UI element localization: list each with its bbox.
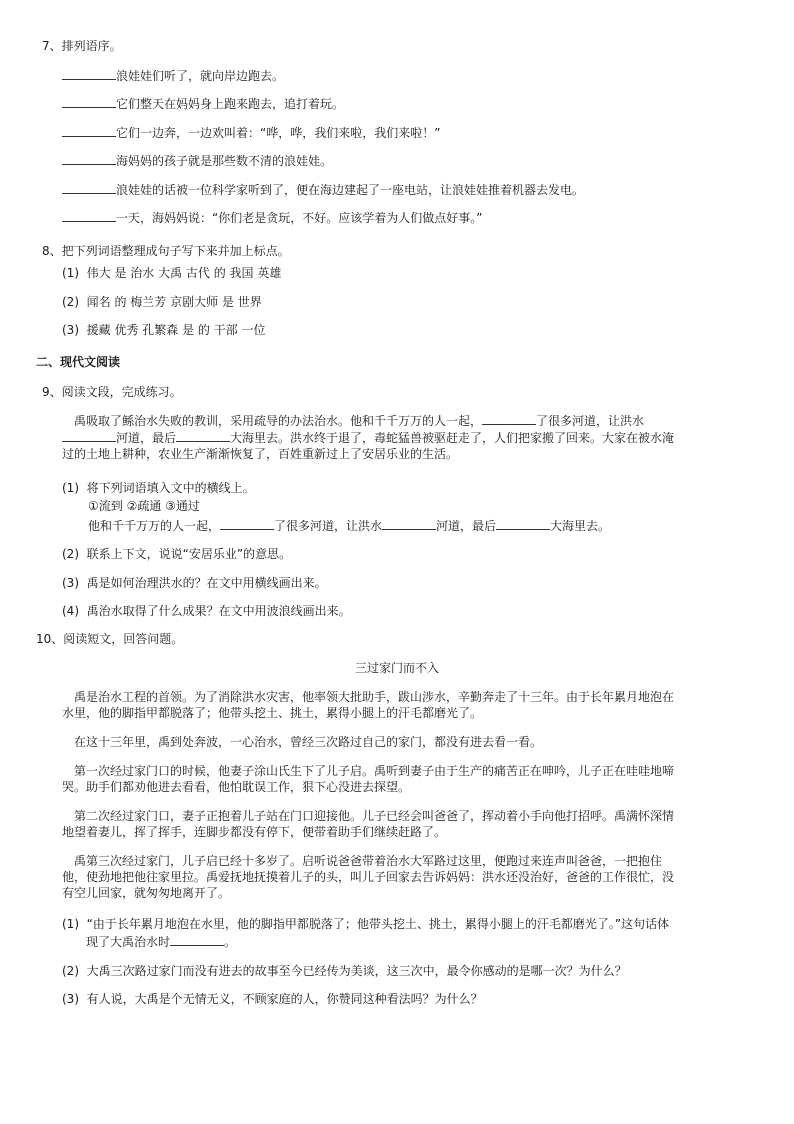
story-line: 哭。助手们都劝他进去看看，他怕耽误工作，狠下心没进去探望。 bbox=[62, 780, 411, 794]
story-line: 禹是治水工程的首领。为了消除洪水灾害，他率领大批助手，跋山涉水，辛勤奔走了十三年。由于长年累月地泡在 bbox=[74, 690, 675, 704]
q9-sub-3: (3) 禹是如何治理洪水的？在文中用横线画出来。 bbox=[62, 576, 327, 590]
q9-sub-1-options: ①流到 ②疏通 ③通过 bbox=[88, 499, 200, 513]
story-line: 禹第三次经过家门，儿子启已经十多岁了。启听说爸爸带着治水大军路过这里，便跑过来连声叫爸爸，一把抱住 bbox=[74, 854, 663, 868]
answer-blank[interactable] bbox=[482, 412, 536, 425]
q7-title: 7、排列语序。 bbox=[42, 39, 122, 53]
story-line: 水里，他的脚指甲都脱落了；他带头挖土、挑土，累得小腿上的汗毛都磨光了。 bbox=[62, 706, 483, 720]
answer-blank[interactable] bbox=[170, 933, 224, 946]
answer-blank[interactable] bbox=[62, 95, 116, 108]
q7-item-4: 海妈妈的孩子就是那些数不清的浪娃娃。 bbox=[62, 152, 332, 169]
q8-item-1: (1) 伟大 是 治水 大禹 古代 的 我国 英雄 bbox=[62, 266, 282, 280]
q9-sub-2: (2) 联系上下文，说说“安居乐业”的意思。 bbox=[62, 547, 292, 561]
answer-blank[interactable] bbox=[62, 67, 116, 80]
story-title: 三过家门而不入 bbox=[354, 661, 439, 675]
q7-item-3: 它们一边奔，一边欢叫着：“哗，哗，我们来啦，我们来啦！” bbox=[62, 124, 440, 141]
answer-blank[interactable] bbox=[62, 429, 116, 442]
story-line: 第一次经过家门口的时候，他妻子涂山氏生下了儿子启。禹听到妻子由于生产的痛苦正在呻吟，儿子正在哇哇地啼 bbox=[74, 764, 675, 778]
q9-sub-1-sentence: 他和千千万万的人一起， 了很多河道，让洪水 河道，最后 大海里去。 bbox=[88, 519, 611, 533]
answer-blank[interactable] bbox=[220, 517, 274, 530]
answer-blank[interactable] bbox=[176, 429, 230, 442]
q7-item-6: 一天，海妈妈说：“你们老是贪玩，不好。应该学着为人们做点好事。” bbox=[62, 209, 482, 226]
story-line: 在这十三年里，禹到处奔波，一心治水，曾经三次路过自己的家门，都没有进去看一看。 bbox=[74, 735, 543, 749]
story-line: 他，使劲地把他往家里拉。禹爱抚地抚摸着儿子的头，叫儿子回家去告诉妈妈：洪水还没治好，爸爸的工作很忙，没 bbox=[62, 870, 675, 884]
q10-sub-1-cont: 现了大禹治水时 。 bbox=[86, 935, 237, 949]
answer-blank[interactable] bbox=[62, 152, 116, 165]
q9-title: 9、阅读文段，完成练习。 bbox=[42, 385, 182, 399]
q7-item-1: 浪娃娃们听了，就向岸边跑去。 bbox=[62, 67, 284, 84]
story-line: 地望着妻儿，挥了挥手，连脚步都没有停下，便带着助手们继续赶路了。 bbox=[62, 825, 447, 839]
answer-blank[interactable] bbox=[496, 517, 550, 530]
section-heading: 二、现代文阅读 bbox=[36, 355, 121, 369]
q10-sub-2: (2) 大禹三次路过家门而没有进去的故事至今已经传为美谈，这三次中，最令你感动的是哪一次？为什么？ bbox=[62, 964, 627, 978]
q9-sub-4: (4) 禹治水取得了什么成果？在文中用波浪线画出来。 bbox=[62, 604, 351, 618]
q10-sub-1: (1) “由于长年累月地泡在水里，他的脚指甲都脱落了；他带头挖土、挑土，累得小腿上的汗毛都磨光了。”这句话体 bbox=[62, 917, 670, 931]
q9-passage-line-3: 过的土地上耕种，农业生产渐渐恢复了，百姓重新过上了安居乐业的生活。 bbox=[62, 447, 459, 461]
q10-title: 10、阅读短文，回答问题。 bbox=[36, 632, 184, 646]
q7-item-5: 浪娃娃的话被一位科学家听到了，便在海边建起了一座电站，让浪娃娃推着机器去发电。 bbox=[62, 181, 584, 198]
q8-item-2: (2) 闻名 的 梅兰芳 京剧大师 是 世界 bbox=[62, 295, 262, 309]
story-line: 第二次经过家门口，妻子正抱着儿子站在门口迎接他。儿子已经会叫爸爸了，挥动着小手向他打招呼。禹满怀深情 bbox=[74, 809, 675, 823]
q8-title: 8、把下列词语整理成句子写下来并加上标点。 bbox=[42, 244, 290, 258]
q7-item-2: 它们整天在妈妈身上跑来跑去，追打着玩。 bbox=[62, 95, 344, 112]
answer-blank[interactable] bbox=[382, 517, 436, 530]
q9-passage-line-1: 禹吸取了鲧治水失败的教训，采用疏导的办法治水。他和千千万万的人一起， 了很多河道，让洪水 bbox=[74, 414, 645, 428]
q9-passage-line-2: 河道，最后 大海里去。洪水终于退了，毒蛇猛兽被驱赶走了，人们把家搬了回来。大家在被水淹 bbox=[62, 429, 674, 446]
q9-sub-1: (1) 将下列词语填入文中的横线上。 bbox=[62, 481, 255, 495]
story-line: 有空儿回家，就匆匆地离开了。 bbox=[62, 886, 231, 900]
answer-blank[interactable] bbox=[62, 124, 116, 137]
q8-item-3: (3) 援藏 优秀 孔繁森 是 的 干部 一位 bbox=[62, 323, 266, 337]
q10-sub-3: (3) 有人说，大禹是个无情无义，不顾家庭的人，你赞同这种看法吗？为什么？ bbox=[62, 992, 483, 1006]
answer-blank[interactable] bbox=[62, 209, 116, 222]
answer-blank[interactable] bbox=[62, 181, 116, 194]
